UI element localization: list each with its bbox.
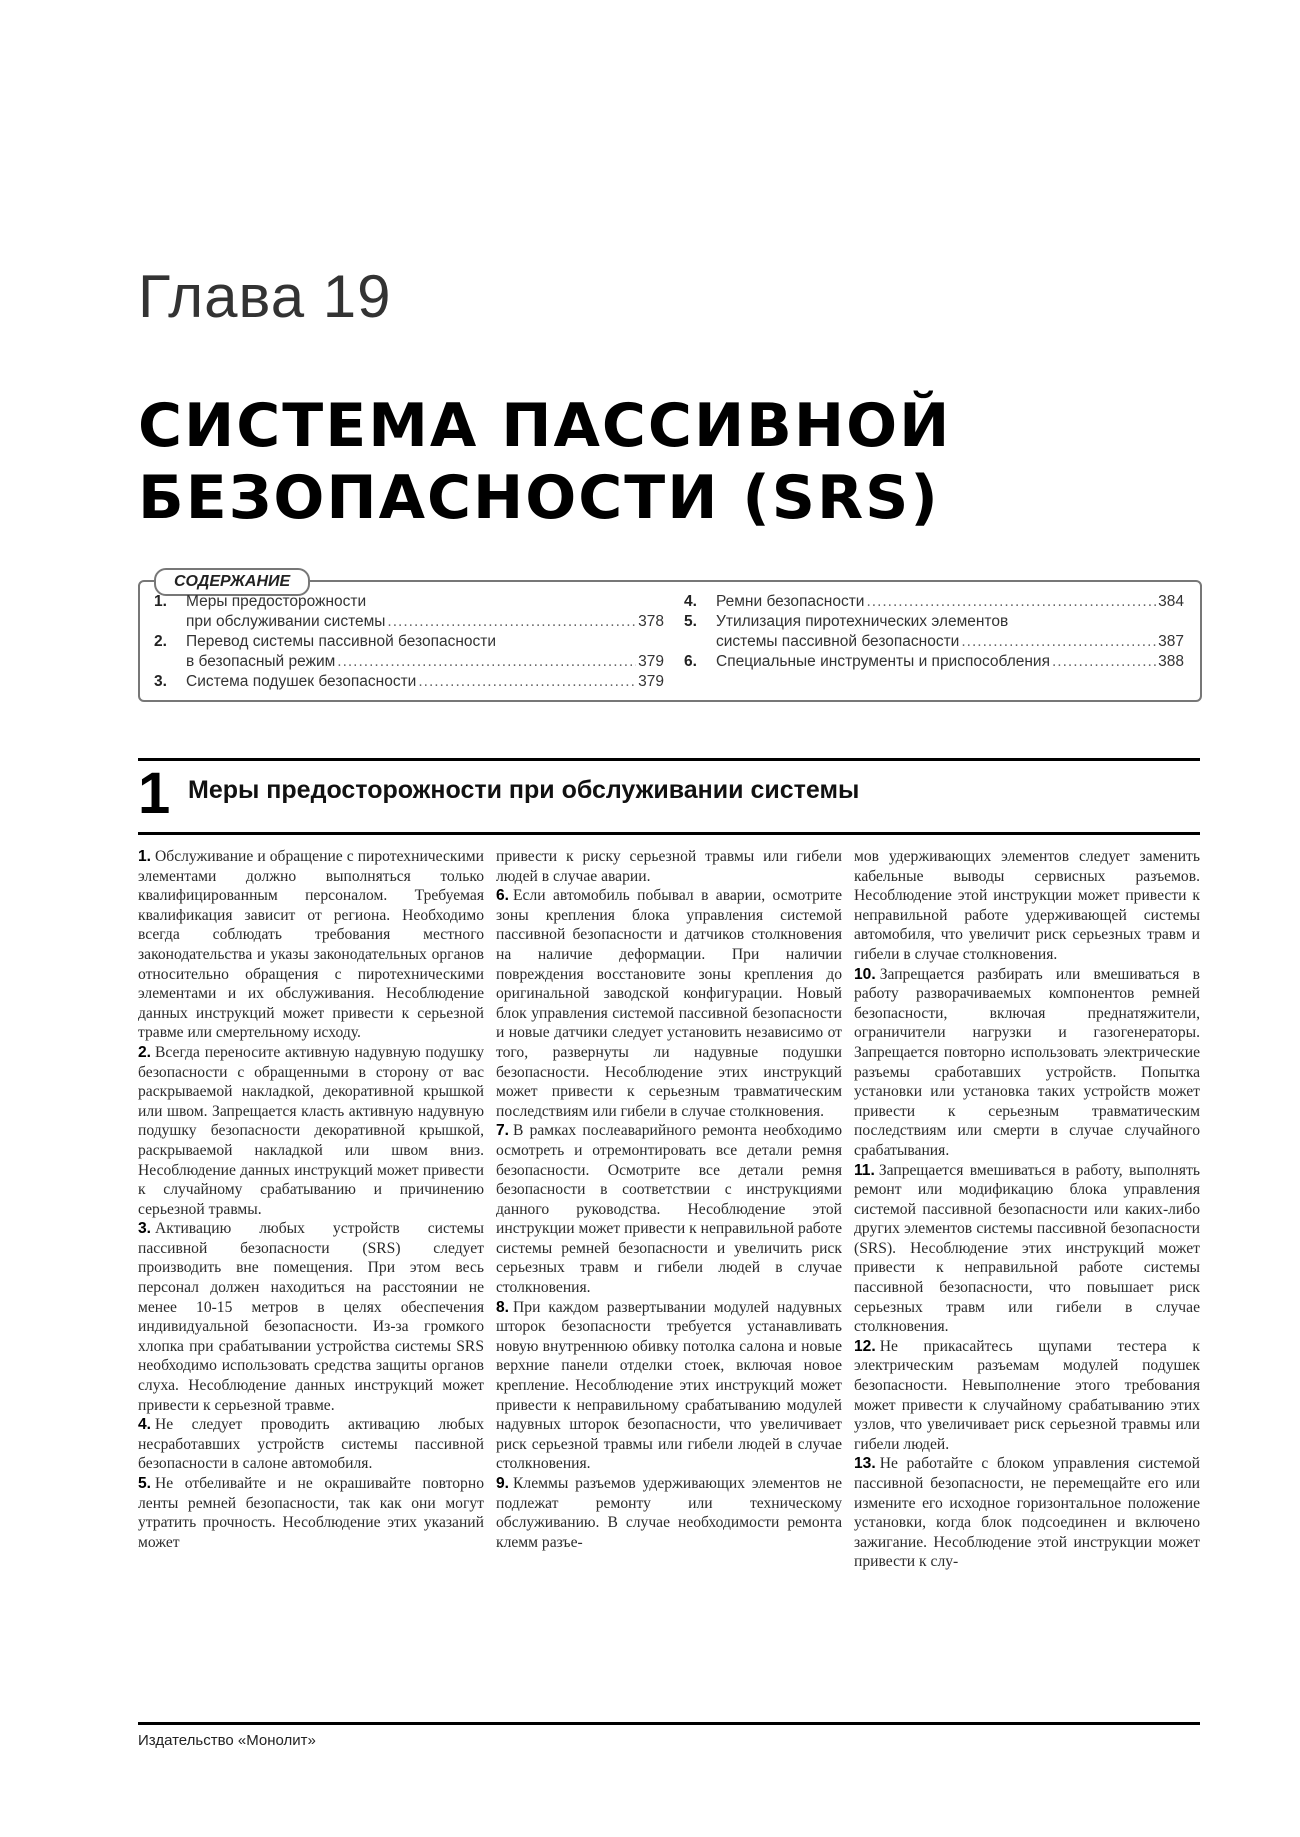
toc-item-number: 1. [154, 593, 167, 610]
paragraph [854, 1454, 1200, 1572]
toc-page-number: 379 [638, 653, 664, 670]
toc-item-number: 5. [684, 613, 697, 630]
item-number: 5. [138, 1475, 152, 1492]
paragraph [496, 886, 842, 1121]
publisher-footer: Издательство «Монолит» [138, 1732, 316, 1749]
item-text: Не прикасайтесь щупами тестера к электрическим разъемам модулей подушек безопасности. Невыполнение этого требования может привести к случайному срабатыванию этих узлов, что увеличивает риск серьезной травмы или гибели людей. [854, 1337, 1200, 1453]
toc-item-2[interactable] [154, 632, 664, 672]
paragraph [854, 965, 1200, 1161]
toc-leader-dots [387, 612, 636, 632]
toc-item-text: Утилизация пиротехнических элементов [716, 613, 1009, 630]
item-text: мов удерживающих элементов следует заменить кабельные выводы сервисных разъемов. Несоблюдение этой инструкции может привести к неправильной работе удерживающей системы автомобиля, что увеличит риск серьезных травм и гибели в случае столкновения. [854, 848, 1200, 963]
item-text: При каждом развертывании модулей надувных шторок безопасности требуется устанавливать новую внутреннюю обивку потолка салона и новые верхние панели отделки стоек, включая новое крепление. Несоблюдение этих инструкций может привести к неправильному срабатыванию модулей надувных шторок безопасности, что увеличивает риск серьезной травмы или гибели людей в случае столкновения. [496, 1298, 842, 1473]
item-text: Активацию любых устройств системы пассивной безопасности (SRS) следует производить вне помещения. При этом весь персонал должен находиться на расстоянии не менее 10-15 метров в целях обеспечения индивидуальной безопасности. Из-за громкого хлопка при срабатывании устройства системы SRS необходимо использовать средства защиты органов слуха. Несоблюдение данных инструкций может привести к серьезной травме. [138, 1220, 484, 1414]
toc-item-4[interactable] [684, 592, 1184, 612]
item-number: 10. [854, 965, 876, 983]
item-text: Если автомобиль побывал в аварии, осмотрите зоны крепления блока управления системой пассивной безопасности и датчиков столкновения на наличие деформации. При наличии повреждения восстановите зоны крепления до оригинальной заводской конфигурации. Новый блок управления системой пассивной безопасности и новые датчики следует установить независимо от того, развернуты ли надувные подушки безопасности. Несоблюдение этих инструкций может привести к серьезным травматическим последствиям или гибели в случае столкновения. [496, 887, 842, 1120]
toc-label: СОДЕРЖАНИЕ [154, 568, 310, 596]
toc-right-column [684, 592, 1184, 672]
item-number: 4. [138, 1416, 152, 1434]
item-number: 2. [138, 1043, 152, 1061]
toc-item-number: 4. [684, 593, 697, 610]
toc-item-text: в безопасный режим [186, 653, 336, 670]
toc-item-text: Ремни безопасности [716, 593, 865, 610]
item-text: привести к риску серьезной травмы или гибели людей в случае аварии. [496, 848, 842, 885]
toc-page-number: 384 [1158, 593, 1184, 610]
toc-item-1[interactable] [154, 592, 664, 632]
item-number: 13. [854, 1455, 876, 1473]
item-number: 8. [496, 1298, 510, 1316]
toc-item-text: системы пассивной безопасности [716, 633, 960, 650]
chapter-title [138, 390, 1198, 534]
toc-page-number: 378 [638, 613, 664, 630]
item-text: В рамках послеаварийного ремонта необходимо осмотреть и отремонтировать все детали ремня безопасности. Осмотрите все детали ремня безопасности в соответствии с инструкциями данного руководства. Несоблюдение этой инструкции может привести к неправильной работе системы ремней безопасности и увеличить риск серьезных травм и гибели людей в случае столкновения. [496, 1122, 842, 1297]
toc-item-3[interactable] [154, 672, 664, 692]
paragraph [496, 1121, 842, 1297]
toc-item-6[interactable] [684, 652, 1184, 672]
paragraph [496, 847, 842, 886]
toc-item-text: Перевод системы пассивной безопасности [186, 633, 497, 650]
item-text: Не работайте с блоком управления системой пассивной безопасности, не перемещайте его или измените его исходное горизонтальное положение установки, когда блок подсоединен и включено зажигание. Несоблюдение этой инструкции может привести к слу- [854, 1455, 1200, 1571]
item-text: Запрещается разбирать или вмешиваться в работу разворачиваемых компонентов ремней безопасности, включая преднатяжители, ограничители нагрузки и газогенераторы. Запрещается повторно использовать электрические разъемы сработавших устройств. Попытка установки или установка таких устройств может привести к серьезным травматическим последствиям или смерти в случае случайного срабатывания. [854, 965, 1200, 1159]
chapter-label: Глава 19 [138, 263, 392, 330]
toc-item-number: 6. [684, 653, 697, 670]
item-text: Обслуживание и обращение с пиротехническими элементами должно выполняться только квалифицированным персоналом. Требуемая квалификация зависит от региона. Необходимо всегда соблюдать требования местного законодательства и указы законодательных органов относительно обращения с пиротехническими элементами и их обслуживания. Несоблюдение данных инструкций может привести к серьезной травме или смертельному исходу. [138, 848, 484, 1042]
paragraph [138, 847, 484, 1043]
item-number: 6. [496, 887, 510, 905]
toc-item-number: 2. [154, 633, 167, 650]
chapter-title-line2: БЕЗОПАСНОСТИ (SRS) [138, 463, 940, 533]
paragraph [496, 1298, 842, 1474]
paragraph [138, 1415, 484, 1474]
section-title: Меры предосторожности при обслуживании системы [188, 776, 860, 804]
chapter-title-line1: СИСТЕМА ПАССИВНОЙ [138, 391, 952, 461]
body-column-1 [138, 847, 484, 1709]
toc-item-number: 3. [154, 673, 167, 690]
body-column-2 [496, 847, 842, 1709]
item-text: Не отбеливайте и не окрашивайте повторно ленты ремней безопасности, так как они могут утратить прочность. Несоблюдение этих указаний может [138, 1475, 484, 1551]
section-bottom-rule [138, 832, 1200, 835]
section-number: 1 [138, 761, 171, 826]
toc-page-number: 387 [1158, 633, 1184, 650]
table-of-contents [138, 573, 1202, 702]
item-number: 3. [138, 1220, 152, 1238]
toc-item-text: Меры предосторожности [186, 593, 367, 610]
toc-page-number: 379 [638, 673, 664, 690]
toc-leader-dots [418, 672, 636, 692]
toc-leader-dots [1052, 652, 1156, 672]
paragraph [854, 847, 1200, 965]
toc-item-text: Система подушек безопасности [186, 673, 417, 690]
item-number: 9. [496, 1475, 510, 1492]
paragraph [854, 1337, 1200, 1455]
body-column-3 [854, 847, 1200, 1709]
paragraph [496, 1474, 842, 1552]
paragraph [138, 1219, 484, 1415]
paragraph [138, 1474, 484, 1552]
item-text: Запрещается вмешиваться в работу, выполнять ремонт или модификацию блока управления системой пассивной безопасности или каких-либо других элементов системы пассивной безопасности (SRS). Несоблюдение этих инструкций может привести к неправильной работе системы пассивной безопасности, что повышает риск серьезных травм или гибели в случае столкновения. [854, 1161, 1200, 1336]
toc-leader-dots [866, 592, 1156, 612]
item-number: 1. [138, 848, 152, 865]
toc-left-column [154, 592, 664, 692]
paragraph [854, 1161, 1200, 1337]
toc-leader-dots [961, 632, 1156, 652]
item-number: 7. [496, 1122, 510, 1140]
toc-page-number: 388 [1158, 653, 1184, 670]
section-top-rule [138, 758, 1200, 761]
toc-item-text: Специальные инструменты и приспособления [716, 653, 1050, 670]
item-text: Не следует проводить активацию любых несработавших устройств системы пассивной безопасности в салоне автомобиля. [138, 1416, 484, 1473]
item-text: Всегда переносите активную надувную подушку безопасности с обращенными в сторону от вас раскрываемой накладкой, декоративной крышкой или швом. Запрещается класть активную надувную подушку безопасности декоративной крышкой, раскрываемой накладкой или швом вниз. Несоблюдение данных инструкций может привести к случайному срабатыванию и причинению серьезной травмы. [138, 1043, 484, 1218]
item-number: 11. [854, 1161, 875, 1179]
paragraph [138, 1043, 484, 1219]
toc-item-5[interactable] [684, 612, 1184, 652]
toc-item-text: при обслуживании системы [186, 613, 386, 630]
footer-rule [138, 1722, 1200, 1725]
item-text: Клеммы разъемов удерживающих элементов не подлежат ремонту или техническому обслуживанию. В случае необходимости ремонта клемм разъе- [496, 1475, 842, 1551]
item-number: 12. [854, 1337, 876, 1355]
toc-leader-dots [337, 652, 636, 672]
